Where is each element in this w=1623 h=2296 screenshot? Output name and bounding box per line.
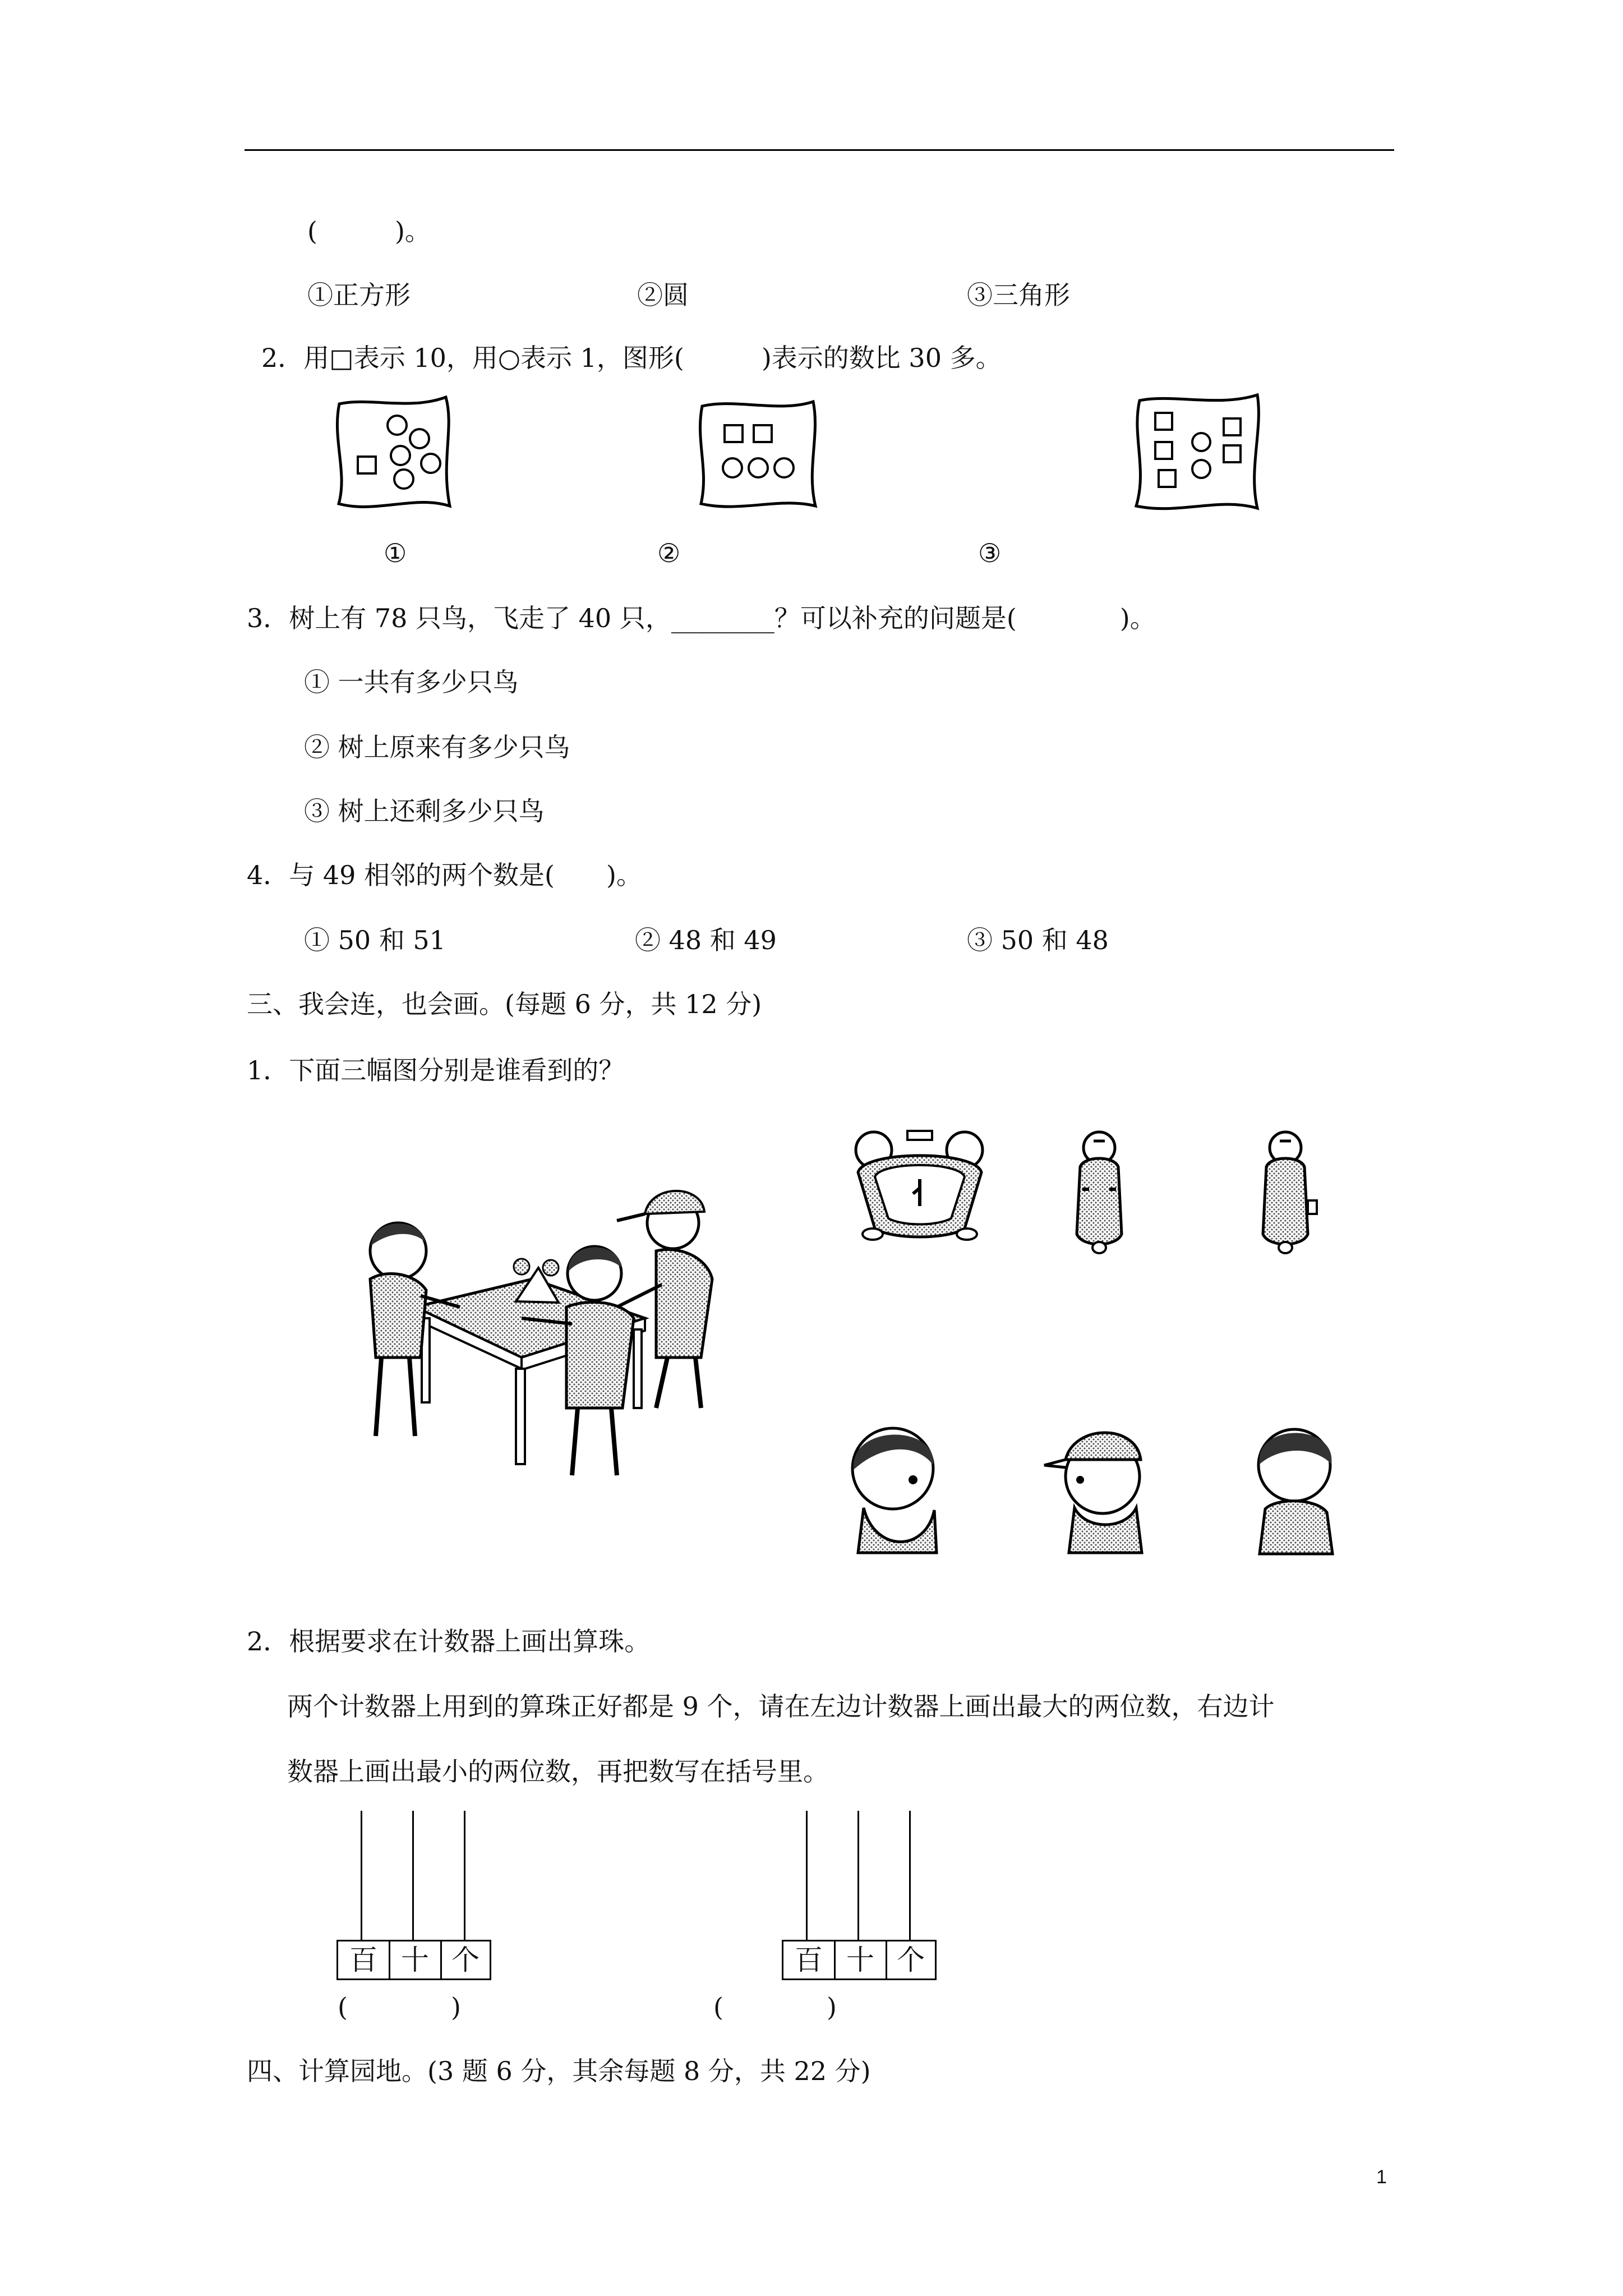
q1-option-2: ②圆 bbox=[637, 280, 689, 310]
counter-right-label-hundreds: 百 bbox=[783, 1941, 836, 1978]
alarm-clock-side-view bbox=[1066, 1128, 1133, 1257]
counter-right-rod-tens[interactable] bbox=[857, 1811, 859, 1940]
back-boy-head bbox=[1243, 1414, 1344, 1559]
section4-title: 四、计算园地。(3 题 6 分，其余每题 8 分，共 22 分) bbox=[247, 2056, 871, 2086]
q2-label-1: ① bbox=[384, 538, 407, 568]
section3-title: 三、我会连，也会画。(每题 6 分，共 12 分) bbox=[247, 989, 762, 1019]
alarm-clock-back-view bbox=[1251, 1128, 1324, 1257]
counter-left-answer[interactable]: ( ) bbox=[338, 1992, 461, 2022]
q4-option-3: ③ 50 和 48 bbox=[967, 925, 1109, 955]
counter-left-label-hundreds: 百 bbox=[338, 1941, 390, 1978]
counter-right-answer[interactable]: ( ) bbox=[713, 1992, 837, 2022]
q3-option-3: ③ 树上还剩多少只鸟 bbox=[304, 796, 545, 826]
q2-label-3: ③ bbox=[978, 538, 1002, 568]
q3-option-1: ① 一共有多少只鸟 bbox=[304, 667, 519, 697]
counter-left-label-ones: 个 bbox=[451, 1944, 479, 1976]
counter-left bbox=[336, 1811, 491, 1979]
q4-option-1: ① 50 和 51 bbox=[304, 925, 446, 955]
page-number: 1 bbox=[1376, 2166, 1387, 2188]
section3-q2-desc-line2: 数器上画出最小的两位数，再把数写在括号里。 bbox=[287, 1756, 829, 1787]
q1-option-3: ③三角形 bbox=[967, 280, 1070, 310]
q2-figure-2 bbox=[695, 396, 824, 514]
q4-option-2: ② 48 和 49 bbox=[635, 925, 777, 955]
q3-stem: 3．树上有 78 只鸟，飞走了 40 只，________？可以补充的问题是( )。 bbox=[247, 603, 1156, 633]
q2-figure-3 bbox=[1128, 390, 1269, 519]
counter-left-label-tens: 十 bbox=[390, 1941, 442, 1978]
cap-boy-head bbox=[1041, 1418, 1153, 1558]
scene-illustration bbox=[353, 1172, 740, 1487]
q4-stem: 4．与 49 相邻的两个数是( )。 bbox=[247, 860, 642, 890]
counter-left-rod-hundreds[interactable] bbox=[361, 1811, 362, 1940]
alarm-clock-front-view bbox=[847, 1128, 993, 1245]
q2-stem: 2．用□表示 10，用○表示 1，图形( )表示的数比 30 多。 bbox=[261, 343, 1002, 373]
counter-right bbox=[782, 1811, 937, 1979]
q2-label-2: ② bbox=[657, 538, 681, 568]
section3-q2-desc-line1: 两个计数器上用到的算珠正好都是 9 个，请在左边计数器上画出最大的两位数，右边计 bbox=[287, 1691, 1275, 1722]
counter-right-rod-hundreds[interactable] bbox=[806, 1811, 808, 1940]
q1-answer-blank: ( )。 bbox=[307, 216, 431, 246]
counter-left-rod-tens[interactable] bbox=[412, 1811, 414, 1940]
left-boy-head bbox=[841, 1418, 948, 1558]
counter-right-label-ones: 个 bbox=[897, 1944, 925, 1976]
counter-right-label-tens: 十 bbox=[835, 1941, 887, 1978]
header-rule bbox=[245, 149, 1394, 151]
section3-q2: 2．根据要求在计数器上画出算珠。 bbox=[247, 1626, 651, 1657]
q3-option-2: ② 树上原来有多少只鸟 bbox=[304, 732, 570, 762]
section3-q1: 1．下面三幅图分别是谁看到的？ bbox=[247, 1055, 625, 1085]
q1-option-1: ①正方形 bbox=[307, 280, 411, 310]
counter-right-rod-ones[interactable] bbox=[909, 1811, 911, 1940]
q2-figure-1 bbox=[331, 394, 460, 517]
counter-left-rod-ones[interactable] bbox=[464, 1811, 465, 1940]
